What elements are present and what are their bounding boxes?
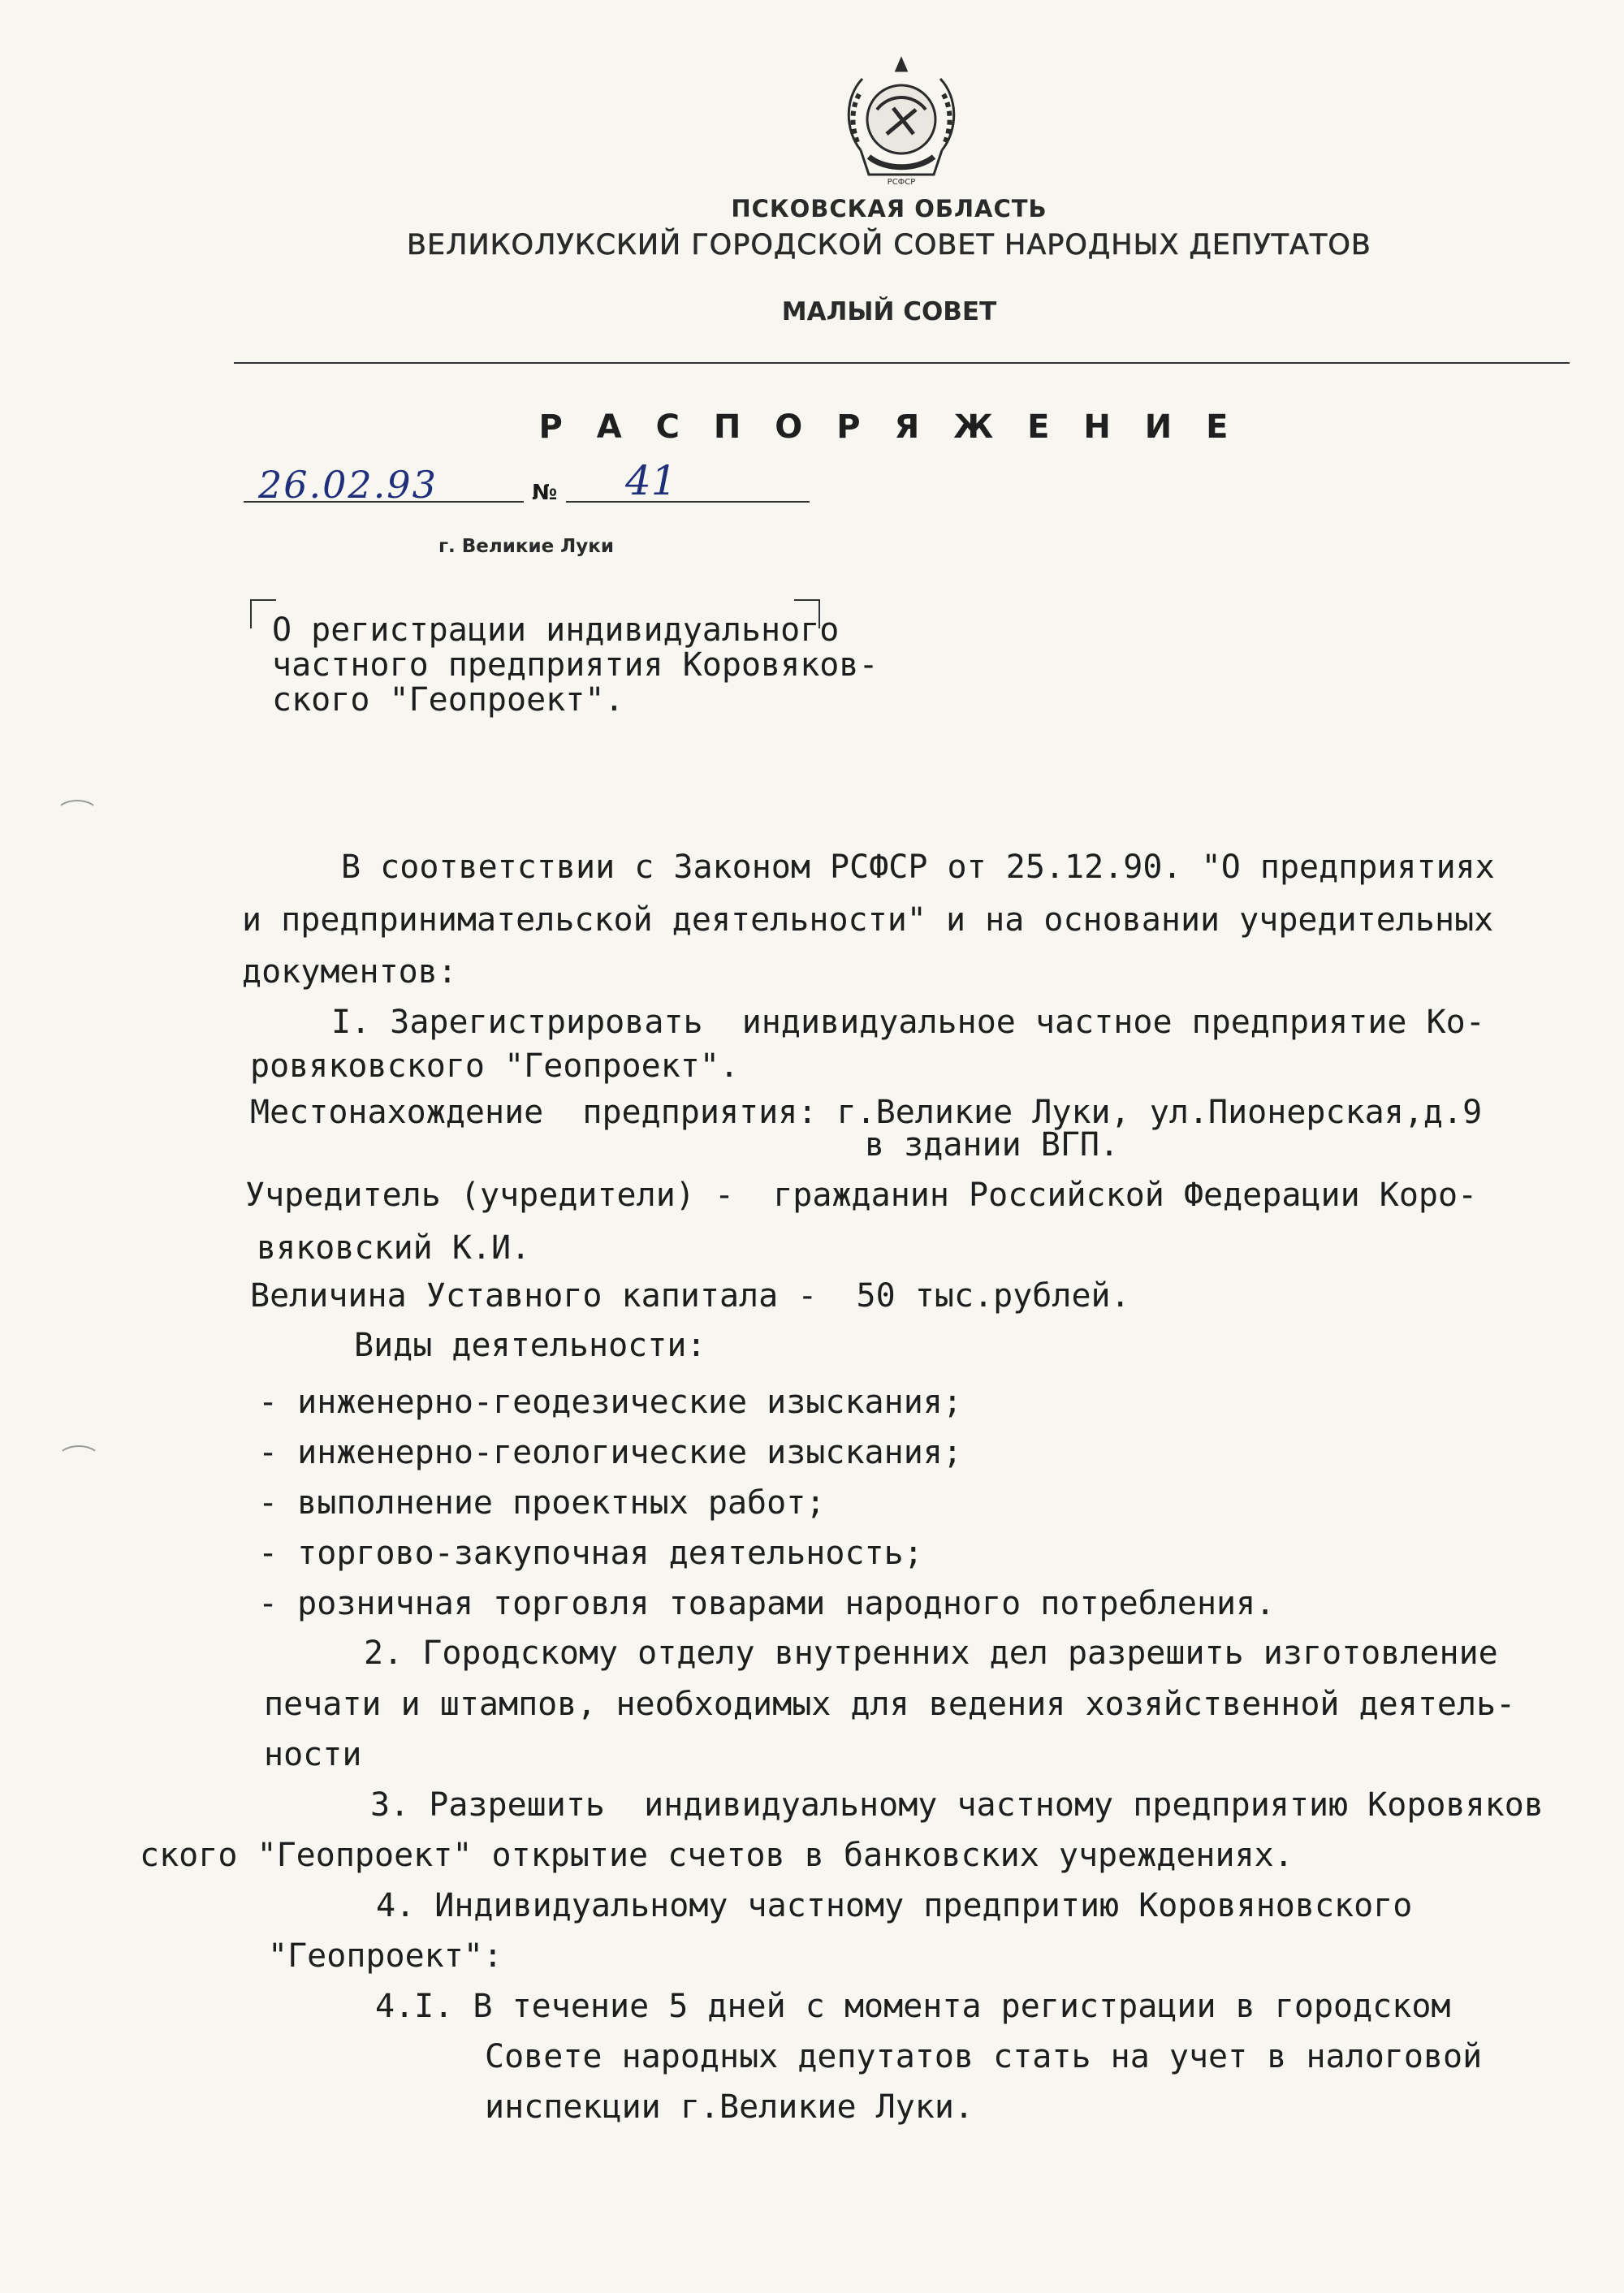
activity-item: - выполнение проектных работ; (258, 1484, 826, 1522)
activities-heading: Виды деятельности: (354, 1327, 706, 1364)
item2-line: ности (264, 1736, 362, 1773)
intro-line: В соответствии с Законом РСФСР от 25.12.90. "О предприятиях (341, 849, 1495, 886)
activity-item: - торгово-закупочная деятельность; (258, 1535, 923, 1572)
council-heading: ВЕЛИКОЛУКСКИЙ ГОРОДСКОЙ СОВЕТ НАРОДНЫХ ДЕПУТАТОВ (407, 229, 1371, 261)
activity-item: - розничная торговля товарами народного потребления. (258, 1585, 1276, 1622)
item4-line: 4. Индивидуальному частному предпритию Коровяновского (376, 1887, 1413, 1924)
item3-line: 3. Разрешить индивидуальному частному предприятию Коровяков (370, 1786, 1544, 1824)
coat-of-arms-icon (836, 53, 966, 191)
intro-line: и предпринимательской деятельности" и на основании учредительных (242, 901, 1494, 939)
item4-1-line: 4.I. В течение 5 дней с момента регистрации в городском (375, 1988, 1451, 2025)
subject-line: ского "Геопроект". (272, 681, 624, 719)
item4-1-line: инспекции г.Великие Луки. (485, 2088, 974, 2126)
item1-line: ровяковского "Геопроект". (250, 1047, 740, 1085)
intro-line: документов: (242, 953, 457, 991)
region-heading: ПСКОВСКАЯ ОБЛАСТЬ (731, 195, 1047, 222)
header-divider (234, 362, 1570, 364)
punch-hole-mark (57, 1445, 101, 1473)
founder-line: вяковский К.И. (257, 1229, 531, 1267)
item3-line: ского "Геопроект" открытие счетов в банковских учреждениях. (140, 1837, 1294, 1874)
item2-line: 2. Городскому отделу внутренних дел разрешить изготовление (364, 1634, 1498, 1672)
handwritten-number: 41 (625, 457, 677, 504)
handwritten-date: 26.02.93 (258, 463, 438, 507)
item4-line: "Геопроект": (268, 1937, 503, 1975)
subject-line: частного предприятия Коровяков- (272, 646, 879, 684)
number-underline (566, 501, 810, 503)
activity-item: - инженерно-геодезические изыскания; (258, 1384, 962, 1421)
punch-hole-mark (55, 800, 99, 827)
issuing-city: г. Великие Луки (438, 536, 615, 557)
subject-line: О регистрации индивидуального (272, 611, 840, 649)
location-continuation: в здании ВГП. (865, 1126, 1120, 1164)
number-sign: № (532, 481, 558, 505)
document-title: Р А С П О Р Я Ж Е Н И Е (538, 408, 1240, 446)
date-underline (244, 501, 524, 503)
activity-item: - инженерно-геологические изыскания; (258, 1434, 962, 1471)
location-line: Местонахождение предприятия: г.Великие Луки, ул.Пионерская,д.9 (250, 1094, 1483, 1131)
item2-line: печати и штампов, необходимых для ведения хозяйственной деятель- (264, 1686, 1516, 1723)
founder-line: Учредитель (учредители) - гражданин Российской Федерации Коро- (245, 1177, 1478, 1214)
svg-text:РСФСР: РСФСР (887, 178, 916, 187)
small-council-heading: МАЛЫЙ СОВЕТ (781, 297, 997, 326)
item4-1-line: Совете народных депутатов стать на учет в налоговой (485, 2038, 1483, 2075)
item1-line: I. Зарегистрировать индивидуальное частное предприятие Ко- (331, 1004, 1485, 1041)
capital-line: Величина Уставного капитала - 50 тыс.рублей. (250, 1277, 1130, 1315)
subject-block (272, 613, 879, 718)
